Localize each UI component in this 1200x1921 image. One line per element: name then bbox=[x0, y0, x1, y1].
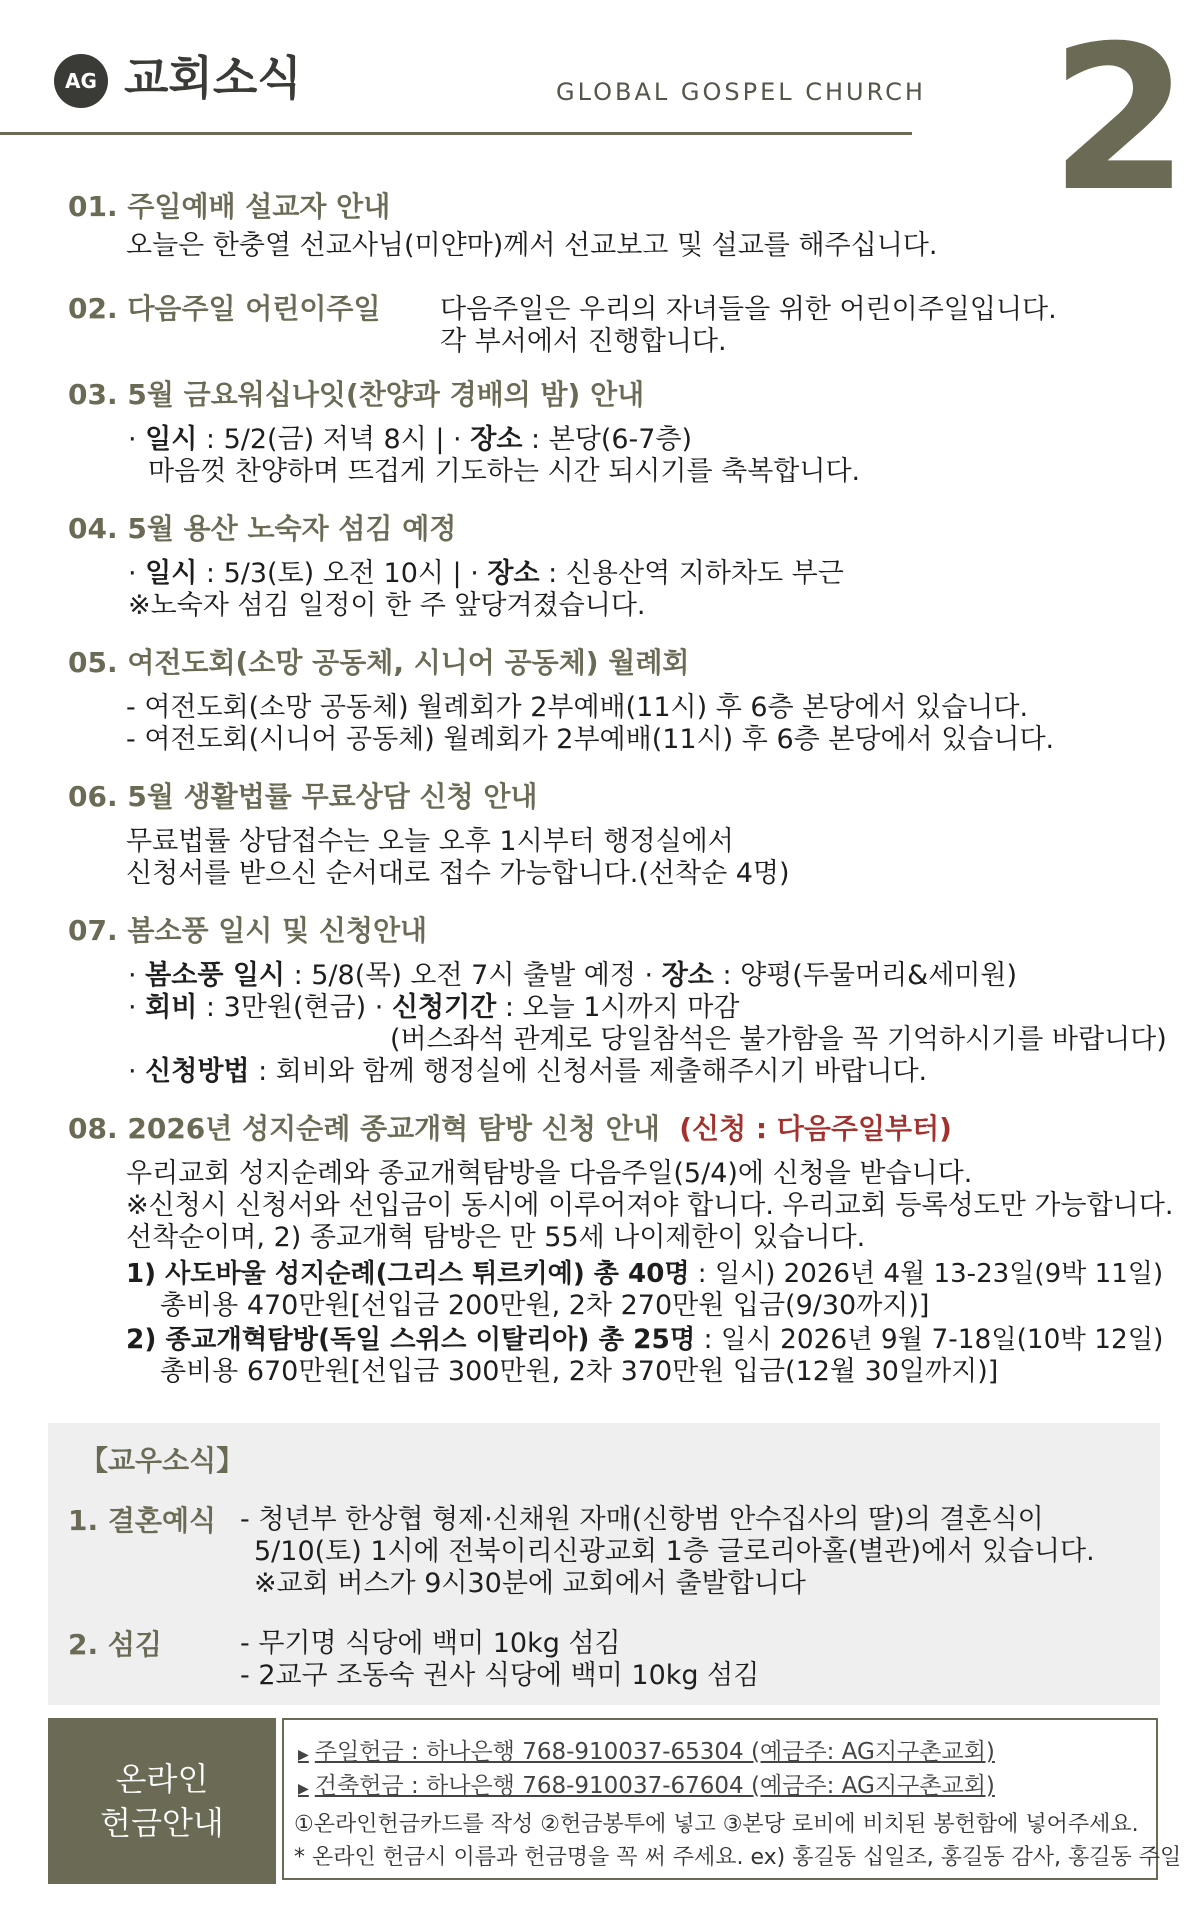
item-08-heading: 08. 2026년 성지순례 종교개혁 탐방 신청 안내 (신청 : 다음주일부터) bbox=[68, 1112, 952, 1145]
page-title: 교회소식 bbox=[124, 51, 302, 105]
item-01-heading: 01. 주일예배 설교자 안내 bbox=[68, 190, 391, 223]
account-sunday-offering[interactable]: ▶ 주일헌금 : 하나은행 768-910037-65304 (예금주: AG지구촌교회) bbox=[298, 1739, 995, 1765]
wedding-text-1: - 청년부 한상협 형제·신채원 자매(신항범 안수집사의 딸)의 결혼식이 bbox=[240, 1504, 1044, 1535]
item-07-note: (버스좌석 관계로 당일참석은 불가함을 꼭 기억하시기를 바랍니다) bbox=[390, 1024, 1167, 1055]
wedding-text-2: 5/10(토) 1시에 전북이리신광교회 1층 글로리아홀(별관)에서 있습니다. bbox=[254, 1536, 1095, 1567]
item-07-schedule: · 봄소풍 일시 : 5/8(목) 오전 7시 출발 예정 · 장소 : 양평(두물머리&세미원) bbox=[128, 960, 1017, 991]
item-06-text-2: 신청서를 받으신 순서대로 접수 가능합니다.(선착순 4명) bbox=[126, 858, 790, 889]
offering-note: * 온라인 헌금시 이름과 헌금명을 꼭 써 주세요. ex) 홍길동 십일조, 홍길동 감사, 홍길동 주일 bbox=[294, 1845, 1182, 1870]
item-04-heading: 04. 5월 용산 노숙자 섬김 예정 bbox=[68, 512, 457, 545]
item-07-fee: · 회비 : 3만원(현금) · 신청기간 : 오늘 1시까지 마감 bbox=[128, 992, 740, 1023]
item-03-heading: 03. 5월 금요워십나잇(찬양과 경배의 밤) 안내 bbox=[68, 378, 645, 411]
logo-text: AG bbox=[65, 69, 97, 93]
item-02-text-2: 각 부서에서 진행합니다. bbox=[440, 326, 727, 357]
online-offering-title bbox=[48, 1718, 276, 1884]
item-08-trip-1: 1) 사도바울 성지순례(그리스 튀르키예) 총 40명 : 일시) 2026년 4월 13-23일(9박 11일) bbox=[126, 1259, 1164, 1289]
item-07-method: · 신청방법 : 회비와 함께 행정실에 신청서를 제출해주시기 바랍니다. bbox=[128, 1056, 928, 1087]
offering-title-line-1: 온라인 bbox=[115, 1760, 209, 1798]
triangle-right-icon: ▶ bbox=[298, 1747, 309, 1763]
service-label: 2. 섬김 bbox=[68, 1628, 162, 1661]
members-news-heading: 【교우소식】 bbox=[80, 1444, 245, 1477]
service-text-2: - 2교구 조동숙 권사 식당에 백미 10kg 섬김 bbox=[240, 1660, 760, 1691]
triangle-right-icon: ▶ bbox=[298, 1781, 309, 1797]
item-03-text: 마음껏 찬양하며 뜨겁게 기도하는 시간 되시기를 축복합니다. bbox=[148, 456, 861, 487]
item-08-trip-1-cost: 총비용 470만원[선입금 200만원, 2차 270만원 입금(9/30까지)] bbox=[160, 1290, 930, 1321]
page-number: 2 bbox=[1050, 3, 1190, 236]
item-04-schedule: · 일시 : 5/3(토) 오전 10시 | · 장소 : 신용산역 지하차도 부근 bbox=[128, 558, 844, 589]
church-name: GLOBAL GOSPEL CHURCH bbox=[556, 78, 926, 106]
item-04-text: ※노숙자 섬김 일정이 한 주 앞당겨졌습니다. bbox=[128, 590, 646, 621]
item-02-heading: 02. 다음주일 어린이주일 bbox=[68, 292, 381, 325]
offering-instructions: ①온라인헌금카드를 작성 ②헌금봉투에 넣고 ③본당 로비에 비치된 봉헌함에 넣어주세요. bbox=[294, 1812, 1139, 1837]
item-01-text: 오늘은 한충열 선교사님(미얀마)께서 선교보고 및 설교를 해주십니다. bbox=[126, 230, 938, 261]
item-05-text-2: - 여전도회(시니어 공동체) 월례회가 2부예배(11시) 후 6층 본당에서 있습니다. bbox=[126, 724, 1055, 755]
item-08-apply-note: (신청 : 다음주일부터) bbox=[679, 1112, 952, 1145]
item-06-text-1: 무료법률 상담접수는 오늘 오후 1시부터 행정실에서 bbox=[126, 826, 734, 857]
item-05-text-1: - 여전도회(소망 공동체) 월례회가 2부예배(11시) 후 6층 본당에서 있습니다. bbox=[126, 692, 1029, 723]
item-08-trip-2: 2) 종교개혁탐방(독일 스위스 이탈리아) 총 25명 : 일시 2026년 9월 7-18일(10박 12일) bbox=[126, 1325, 1164, 1355]
wedding-text-3: ※교회 버스가 9시30분에 교회에서 출발합니다 bbox=[254, 1568, 806, 1599]
header-divider bbox=[0, 132, 912, 135]
item-07-heading: 07. 봄소풍 일시 및 신청안내 bbox=[68, 914, 428, 947]
item-08-trip-2-cost: 총비용 670만원[선입금 300만원, 2차 370만원 입금(12월 30일까지)] bbox=[160, 1356, 999, 1387]
item-05-heading: 05. 여전도회(소망 공동체, 시니어 공동체) 월례회 bbox=[68, 646, 690, 679]
offering-title-line-2: 헌금안내 bbox=[100, 1804, 224, 1842]
wedding-label: 1. 결혼예식 bbox=[68, 1504, 217, 1537]
item-03-schedule: · 일시 : 5/2(금) 저녁 8시 | · 장소 : 본당(6-7층) bbox=[128, 424, 693, 455]
item-02-text-1: 다음주일은 우리의 자녀들을 위한 어린이주일입니다. bbox=[440, 294, 1057, 325]
service-text-1: - 무기명 식당에 백미 10kg 섬김 bbox=[240, 1628, 621, 1659]
item-08-text-1: 우리교회 성지순례와 종교개혁탐방을 다음주일(5/4)에 신청을 받습니다. bbox=[126, 1158, 973, 1189]
account-building-offering[interactable]: ▶ 건축헌금 : 하나은행 768-910037-67604 (예금주: AG지구촌교회) bbox=[298, 1773, 995, 1799]
church-logo bbox=[54, 54, 108, 108]
item-08-text-2: ※신청시 신청서와 선입금이 동시에 이루어져야 합니다. 우리교회 등록성도만 가능합니다. bbox=[126, 1190, 1174, 1221]
item-06-heading: 06. 5월 생활법률 무료상담 신청 안내 bbox=[68, 780, 538, 813]
item-08-text-3: 선착순이며, 2) 종교개혁 탐방은 만 55세 나이제한이 있습니다. bbox=[126, 1222, 866, 1253]
